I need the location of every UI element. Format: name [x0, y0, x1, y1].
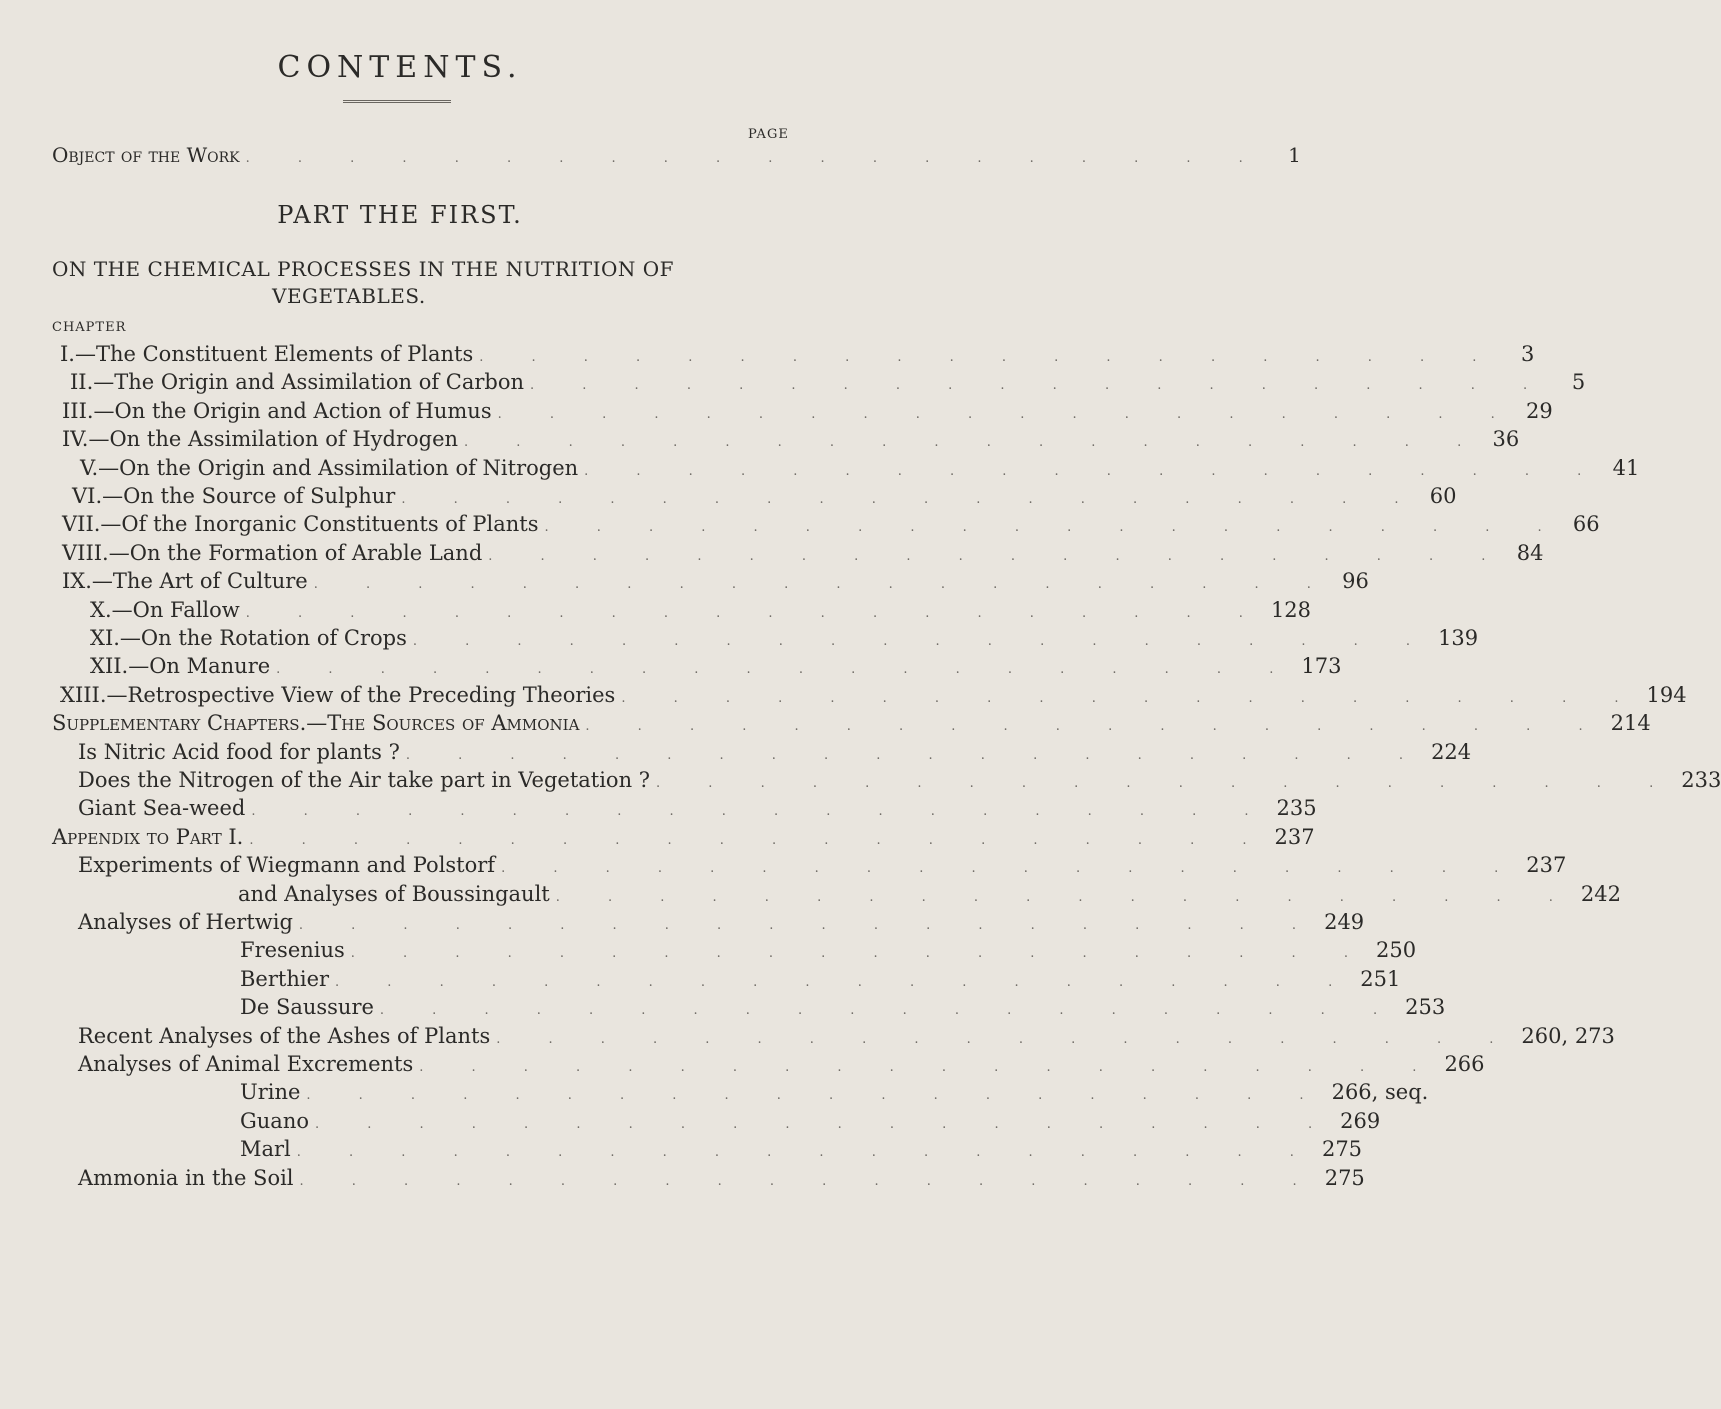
toc-entry: [62, 512, 1600, 540]
toc-entry: [78, 768, 1721, 796]
toc-entry: [240, 1137, 1363, 1165]
leader-dots: . . . . . . . . . . . . . . . . . . . .: [401, 492, 1421, 507]
toc-entry-label: III.—On the Origin and Action of Humus: [62, 398, 492, 423]
toc-entry-label: Recent Analyses of the Ashes of Plants: [78, 1023, 491, 1048]
toc-entry: [78, 853, 1567, 881]
leader-dots: . . . . . . . . . . . . . . . . . . . .: [249, 832, 1269, 848]
leader-dots: . . . . . . . . . . . . . . . . . . . .: [530, 378, 1550, 394]
toc-entry-object: [52, 143, 1301, 171]
toc-entry: [62, 540, 1544, 569]
leader-dots: . . . . . . . . . . . . . . . . . . . .: [479, 350, 1499, 365]
chapter-column-label: CHAPTER: [52, 320, 127, 335]
toc-entry: [90, 654, 1342, 682]
leader-dots: . . . . . . . . . . . . . . . . . . . .: [299, 1173, 1319, 1189]
toc-entry-page: 242: [1580, 881, 1622, 906]
toc-entry-page: 235: [1276, 796, 1317, 821]
toc-entry: [238, 881, 1622, 910]
toc-entry: [90, 626, 1479, 654]
toc-entry: [240, 995, 1446, 1023]
toc-entry-page: 266: [1444, 1052, 1485, 1076]
leader-dots: . . . . . . . . . . . . . . . . . . . .: [350, 946, 1370, 962]
toc-entry-page: 260, 273: [1521, 1023, 1615, 1048]
toc-entry-page: 41: [1612, 455, 1640, 480]
toc-entry: [90, 597, 1312, 626]
leader-dots: . . . . . . . . . . . . . . . . . . . .: [245, 605, 1265, 621]
toc-entry-label: VI.—On the Source of Sulphur: [72, 484, 396, 508]
part-heading: PART THE FIRST.: [277, 201, 523, 229]
page-title: CONTENTS.: [277, 50, 523, 85]
leader-dots: . . . . . . . . . . . . . . . . . . . .: [251, 804, 1271, 820]
leader-dots: . . . . . . . . . . . . . . . . . . . .: [488, 548, 1508, 564]
leader-dots: . . . . . . . . . . . . . . . . . . . .: [496, 1031, 1516, 1047]
toc-entry: [52, 824, 1315, 853]
toc-entry: [78, 739, 1472, 768]
toc-entry-page: 60: [1429, 484, 1457, 508]
toc-entry-label: Appendix to Part I.: [52, 824, 244, 849]
toc-entry: [78, 910, 1365, 938]
toc-entry-label: IX.—The Art of Culture: [62, 569, 308, 594]
toc-entry-label: VII.—Of the Inorganic Constituents of Plants: [62, 512, 539, 537]
toc-entry-label: Supplementary Chapters.—The Sources of Ammonia: [52, 711, 580, 736]
toc-entry: [240, 1108, 1381, 1137]
toc-entry-label: Ammonia in the Soil: [78, 1165, 294, 1190]
toc-entry-page: 66: [1572, 512, 1600, 537]
toc-entry-label: De Saussure: [240, 995, 374, 1020]
leader-dots: . . . . . . . . . . . . . . . . . . . .: [298, 918, 1319, 933]
leader-dots: . . . . . . . . . . . . . . . . . . . .: [315, 1116, 1335, 1132]
leader-dots: . . . . . . . . . . . . . . . . . . . .: [584, 463, 1604, 479]
toc-entry-label: Guano: [240, 1108, 309, 1133]
leader-dots: . . . . . . . . . . . . . . . . . . . .: [379, 1003, 1400, 1019]
toc-entry: [78, 796, 1317, 824]
leader-dots: . . . . . . . . . . . . . . . . . . . .: [296, 1145, 1316, 1161]
toc-entry: [240, 938, 1417, 966]
toc-entry-label: XI.—On the Rotation of Crops: [90, 626, 407, 650]
toc-entry: [78, 1023, 1615, 1052]
section-heading-continued: VEGETABLES.: [272, 284, 426, 308]
toc-entry-label: and Analyses of Boussingault: [238, 881, 550, 906]
toc-entry-label: Analyses of Animal Excrements: [78, 1052, 414, 1076]
toc-entry-label: X.—On Fallow: [90, 597, 240, 622]
toc-entry-label: I.—The Constituent Elements of Plants: [60, 342, 474, 366]
toc-entry-page: 269: [1340, 1108, 1381, 1133]
leader-dots: . . . . . . . . . . . . . . . . . . . .: [585, 719, 1605, 735]
toc-entry: [78, 1052, 1485, 1080]
toc-entry: [78, 1165, 1365, 1194]
toc-entry-page: 251: [1360, 966, 1401, 991]
toc-entry-page: 3: [1521, 342, 1535, 366]
leader-dots: . . . . . . . . . . . . . . . . . . . .: [501, 861, 1521, 877]
toc-entry-page: 233: [1681, 768, 1721, 792]
leader-dots: . . . . . . . . . . . . . . . . . . . .: [419, 1060, 1439, 1075]
leader-dots: . . . . . . . . . . . . . . . . . . . .: [335, 974, 1355, 990]
section-heading: ON THE CHEMICAL PROCESSES IN THE NUTRITION OF: [52, 257, 675, 281]
toc-entry: [62, 569, 1369, 597]
toc-entry-page: 36: [1492, 427, 1520, 452]
leader-dots: . . . . . . . . . . . . . . . . . . . .: [621, 690, 1641, 706]
toc-entry-label: Is Nitric Acid food for plants ?: [78, 739, 400, 764]
leader-dots: . . . . . . . . . . . . . . . . . . . .: [544, 520, 1564, 536]
toc-entry-label: Analyses of Hertwig: [78, 910, 293, 934]
title-rule: [343, 100, 451, 103]
toc-entry-label: IV.—On the Assimilation of Hydrogen: [62, 427, 459, 452]
toc-entry: [70, 370, 1586, 398]
toc-entry: [60, 342, 1535, 370]
toc-entry-page: 29: [1526, 398, 1553, 423]
toc-entry: [80, 455, 1640, 484]
toc-entry-label: XIII.—Retrospective View of the Preceding Theories: [60, 682, 616, 707]
toc-entry-label: Does the Nitrogen of the Air take part in Vegetation ?: [78, 768, 651, 792]
toc-entry-label: Object of the Work: [52, 143, 240, 167]
leader-dots: . . . . . . . . . . . . . . . . . . . .: [306, 1088, 1326, 1104]
page-column-label: PAGE: [748, 127, 789, 142]
toc-entry-page: 96: [1342, 569, 1369, 594]
toc-entry-page: 250: [1375, 938, 1417, 963]
toc-entry-label: Berthier: [240, 966, 330, 991]
toc-entry-page: 266, seq.: [1331, 1080, 1429, 1105]
leader-dots: . . . . . . . . . . . . . . . . . . . .: [313, 577, 1333, 593]
toc-entry-label: Urine: [240, 1080, 301, 1105]
toc-entry-label: XII.—On Manure: [90, 654, 271, 679]
toc-entry-label: Giant Sea-weed: [78, 796, 246, 821]
leader-dots: . . . . . . . . . . . . . . . . . . . .: [405, 747, 1426, 763]
toc-entry: [240, 1080, 1429, 1108]
toc-entry-label: Marl: [240, 1137, 291, 1162]
toc-entry-page: 237: [1526, 853, 1567, 878]
leader-dots: . . . . . . . . . . . . . . . . . . . .: [276, 662, 1296, 678]
toc-entry-page: 1: [1288, 143, 1301, 167]
toc-entry-page: 5: [1571, 370, 1586, 395]
leader-dots: . . . . . . . . . . . . . . . . . . . .: [555, 889, 1575, 905]
toc-entry: [60, 682, 1687, 711]
toc-entry-label: VIII.—On the Formation of Arable Land: [62, 540, 483, 565]
toc-entry-page: 128: [1270, 597, 1312, 622]
toc-entry-page: 253: [1405, 995, 1446, 1020]
toc-entry: [240, 966, 1401, 995]
toc-entry: [62, 398, 1553, 427]
toc-entry-page: 84: [1516, 540, 1544, 565]
toc-entry-label: Fresenius: [240, 938, 345, 963]
toc-entry-page: 173: [1301, 654, 1342, 679]
leader-dots: . . . . . . . . . . . . . . . . . . . .: [412, 634, 1433, 649]
toc-entry-page: 237: [1274, 824, 1315, 849]
toc-entry-page: 275: [1321, 1137, 1363, 1162]
toc-entry-page: 249: [1324, 910, 1365, 934]
toc-entry-page: 194: [1646, 682, 1687, 707]
toc-entry-label: II.—The Origin and Assimilation of Carbon: [70, 370, 525, 395]
toc-entry-page: 275: [1324, 1165, 1365, 1190]
toc-entry-page: 224: [1431, 739, 1472, 764]
toc-entry-page: 139: [1438, 626, 1479, 650]
toc-entry: [62, 427, 1520, 455]
toc-entry: [52, 711, 1651, 739]
toc-entry-label: Experiments of Wiegmann and Polstorf: [78, 853, 496, 878]
toc-entry-page: 214: [1610, 711, 1651, 736]
leader-dots: . . . . . . . . . . . . . . . . . . . .: [245, 151, 1265, 166]
leader-dots: . . . . . . . . . . . . . . . . . . . .: [464, 435, 1484, 451]
leader-dots: . . . . . . . . . . . . . . . . . . . .: [497, 406, 1517, 422]
leader-dots: . . . . . . . . . . . . . . . . . . . .: [656, 776, 1676, 791]
toc-entry: [72, 484, 1457, 512]
toc-entry-label: V.—On the Origin and Assimilation of Nitrogen: [80, 455, 579, 480]
